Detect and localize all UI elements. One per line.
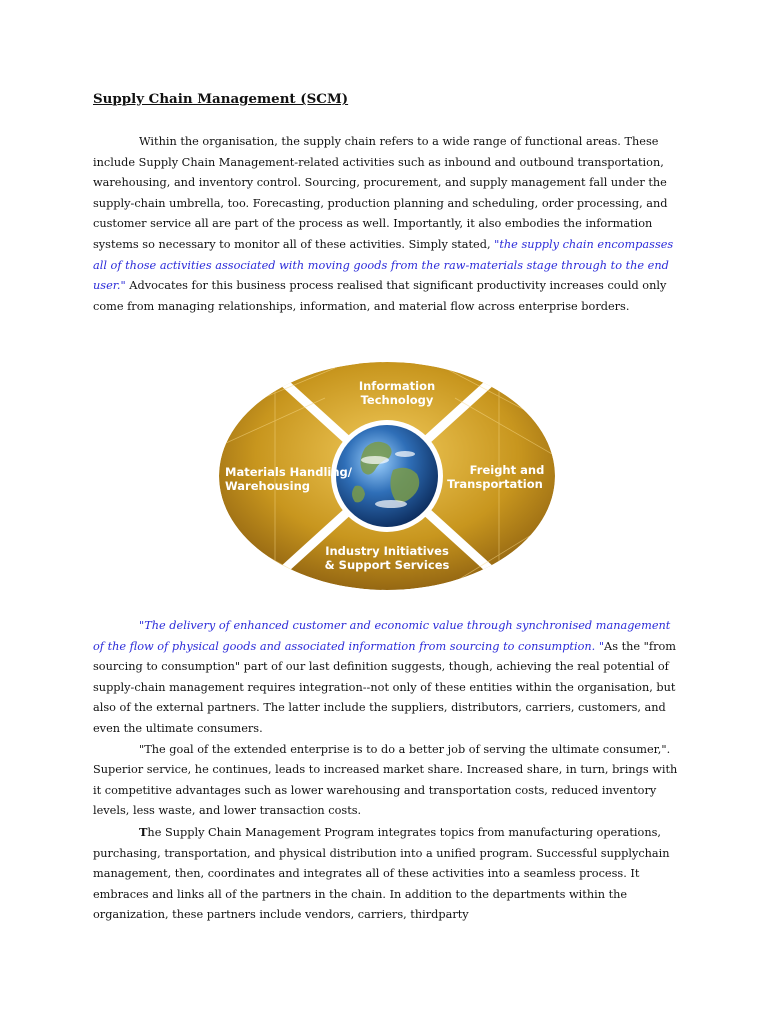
paragraph-4-first-letter: T: [139, 824, 148, 839]
label-materials-handling-2: Warehousing: [225, 479, 310, 493]
label-industry-initiatives-1: Industry Initiatives: [325, 544, 449, 558]
paragraph-4-text: he Supply Chain Management Program integrates topics from manufacturing operations, purchasing, transportation, and physical distribution into a unified program. Successful supplychain management, then, coordinates and integrates all of these activities into a seamless process. It embraces and links all of the partners in the chain. In addition to the departments within the organization, these partners include vendors, carriers, thirdparty: [93, 825, 670, 922]
paragraph-intro-text-b: Advocates for this business process realised that significant productivity increases could only come from managing relationships, information, and material flow across enterprise borders.: [93, 279, 667, 313]
paragraph-intro: [93, 132, 678, 317]
paragraph-intro-text-a: Within the organisation, the supply chain refers to a wide range of functional areas. These include Supply Chain Management-related activities such as inbound and outbound transportation, warehousing, and inventory control. Sourcing, procurement, and supply management fall under the supply-chain umbrella, too. Forecasting, production planning and scheduling, order processing, and customer service all are part of the process as well. Importantly, it also embodies the information systems so necessary to monitor all of these activities. Simply stated,: [93, 135, 668, 251]
label-information-technology-1: Information: [358, 379, 436, 393]
paragraph-3-text: "The goal of the extended enterprise is to do a better job of serving the ultimate consumer,". Superior service, he continues, leads to increased market share. Increased share, in turn, brings with it competitive advantages such as lower warehousing and transportation costs, reduced inventory levels, less waste, and lower transaction costs.: [93, 742, 678, 818]
label-materials-handling-1: Materials Handling/: [225, 465, 352, 479]
supply-chain-quote: "the supply chain encompasses all of those activities associated with moving goods from the raw-materials stage through to the end user.": [93, 237, 674, 293]
label-freight-1: Freight and: [469, 463, 545, 477]
document-title: Supply Chain Management (SCM): [93, 91, 349, 107]
label-industry-initiatives-2: & Support Services: [324, 558, 450, 572]
label-freight-2: Transportation: [447, 477, 543, 491]
paragraph-2-text: As the "from sourcing to consumption" part of our last definition suggests, though, achieving the real potential of supply-chain management requires integration--not only of these entities within the organisation, but also of the external partners. The latter include the suppliers, distributors, carriers, customers, and even the ultimate consumers.: [93, 639, 676, 735]
paragraph-body: [93, 616, 678, 926]
label-information-technology-2: Technology: [360, 393, 434, 407]
delivery-quote: "The delivery of enhanced customer and economic value through synchronised management of the flow of physical goods and associated information from sourcing to consumption. ": [93, 619, 671, 653]
scm-diagram: [215, 358, 559, 594]
